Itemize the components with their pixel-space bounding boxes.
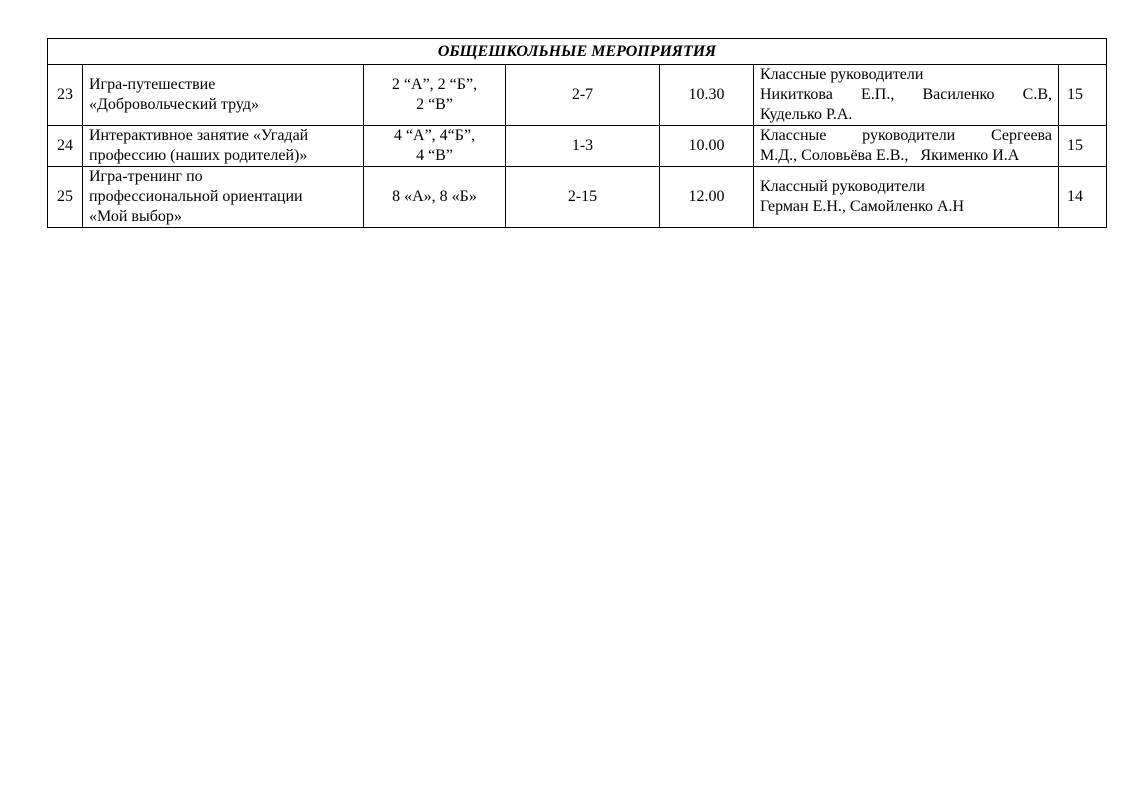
table-row (48, 126, 1107, 167)
time-cell: 10.00 (660, 126, 754, 167)
classes-cell: 8 «А», 8 «Б» (364, 167, 506, 228)
classes-cell: 2 “А”, 2 “Б”, 2 “В” (364, 65, 506, 126)
event-name: Игра-тренинг по профессиональной ориентации «Мой выбор» (83, 167, 364, 228)
events-table (47, 38, 1107, 228)
section-header-row (48, 39, 1107, 65)
room-cell: 15 (1059, 65, 1107, 126)
section-title: ОБЩЕШКОЛЬНЫЕ МЕРОПРИЯТИЯ (48, 39, 1107, 65)
grades-cell: 2-7 (506, 65, 660, 126)
row-number: 25 (48, 167, 83, 228)
time-cell: 12.00 (660, 167, 754, 228)
responsible-cell: Классный руководители Герман Е.Н., Самойленко А.Н (754, 167, 1059, 228)
row-number: 23 (48, 65, 83, 126)
table-row (48, 167, 1107, 228)
event-name: Игра-путешествие «Добровольческий труд» (83, 65, 364, 126)
responsible-cell: Классные руководители Сергеева М.Д., Соловьёва Е.В., Якименко И.А (754, 126, 1059, 167)
row-number: 24 (48, 126, 83, 167)
responsible-cell: Классные руководители Никиткова Е.П., Василенко С.В, Куделько Р.А. (754, 65, 1059, 126)
table-row (48, 65, 1107, 126)
room-cell: 15 (1059, 126, 1107, 167)
event-name: Интерактивное занятие «Угадай профессию (наших родителей)» (83, 126, 364, 167)
grades-cell: 1-3 (506, 126, 660, 167)
grades-cell: 2-15 (506, 167, 660, 228)
classes-cell: 4 “А”, 4“Б”, 4 “В” (364, 126, 506, 167)
room-cell: 14 (1059, 167, 1107, 228)
time-cell: 10.30 (660, 65, 754, 126)
